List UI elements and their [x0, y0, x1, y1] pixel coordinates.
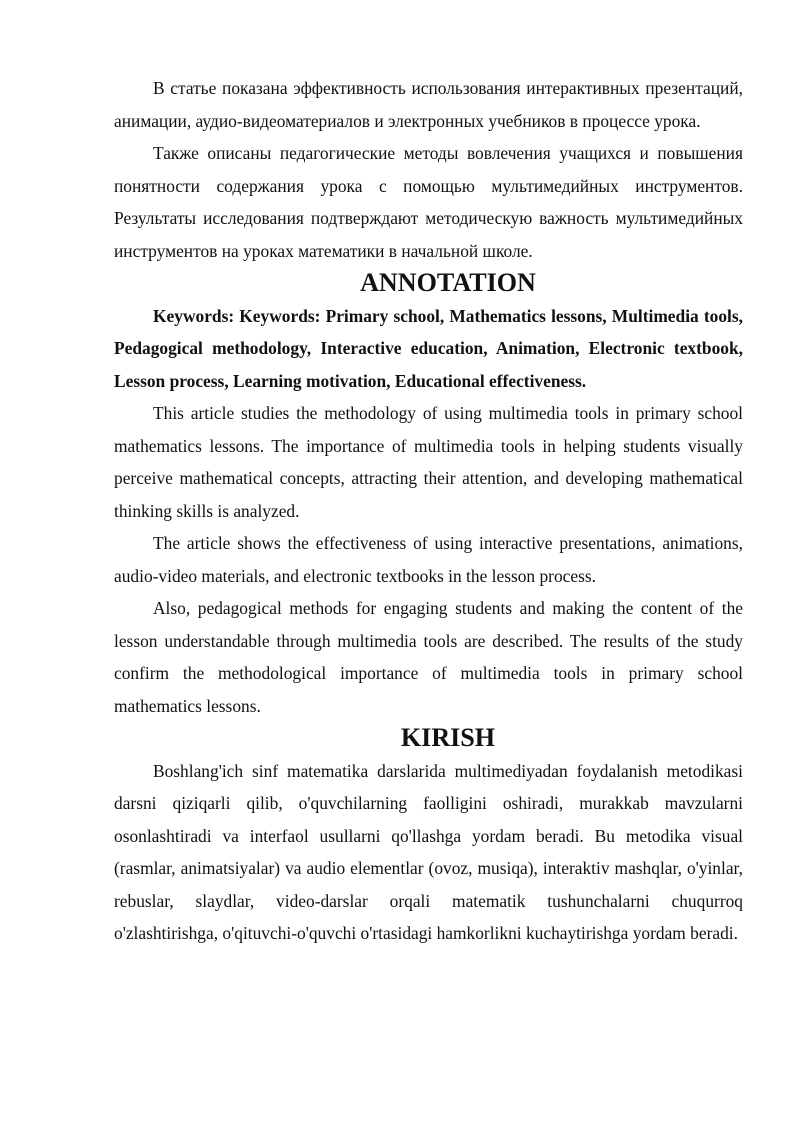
annotation-paragraph-1: This article studies the methodology of using multimedia tools in primary school mathematics lessons. The importance of multimedia tools in helping students visually perceive mathematical concepts, attracting their attention, and developing mathematical thinking skills is analyzed.	[114, 403, 743, 521]
annotation-keywords: Keywords: Keywords: Primary school, Mathematics lessons, Multimedia tools, Pedagogical methodology, Interactive education, Animation, Electronic textbook, Lesson process, Learning motivation, Educational effectiveness.	[114, 305, 743, 391]
russian-abstract-paragraph-1: В статье показана эффективность использования интерактивных презентаций, анимации, аудио-видеоматериалов и электронных учебников в процессе урока.	[114, 78, 743, 131]
annotation-paragraph-2: The article shows the effectiveness of using interactive presentations, animations, audio-video materials, and electronic textbooks in the lesson process.	[114, 533, 743, 586]
annotation-paragraph-3: Also, pedagogical methods for engaging students and making the content of the lesson understandable through multimedia tools are described. The results of the study confirm the methodological importance of multimedia tools in primary school mathematics lessons.	[114, 598, 743, 716]
russian-abstract-paragraph-2: Также описаны педагогические методы вовлечения учащихся и повышения понятности содержания урока с помощью мультимедийных инструментов. Результаты исследования подтверждают методическую важность мультимедийных инструментов на уроках математики в начальной школе.	[114, 143, 743, 261]
kirish-heading: KIRISH	[400, 723, 496, 752]
kirish-paragraph-1: Boshlang'ich sinf matematika darslarida multimediyadan foydalanish metodikasi darsni qiziqarli qilib, o'quvchilarning faolligini oshiradi, murakkab mavzularni osonlashtiradi va interfaol usullarni qo'llashga yordam beradi. Bu metodika visual (rasmlar, animatsiyalar) va audio elementlar (ovoz, musiqa), interaktiv mashqlar, o'yinlar, rebuslar, slaydlar, video-darslar orqali matematik tushunchalarni chuqurroq o'zlashtirishga, o'qituvchi-o'quvchi o'rtasidagi hamkorlikni kuchaytirishga yordam beradi.	[114, 760, 743, 943]
document-page	[114, 72, 743, 950]
annotation-heading: ANNOTATION	[360, 268, 536, 297]
